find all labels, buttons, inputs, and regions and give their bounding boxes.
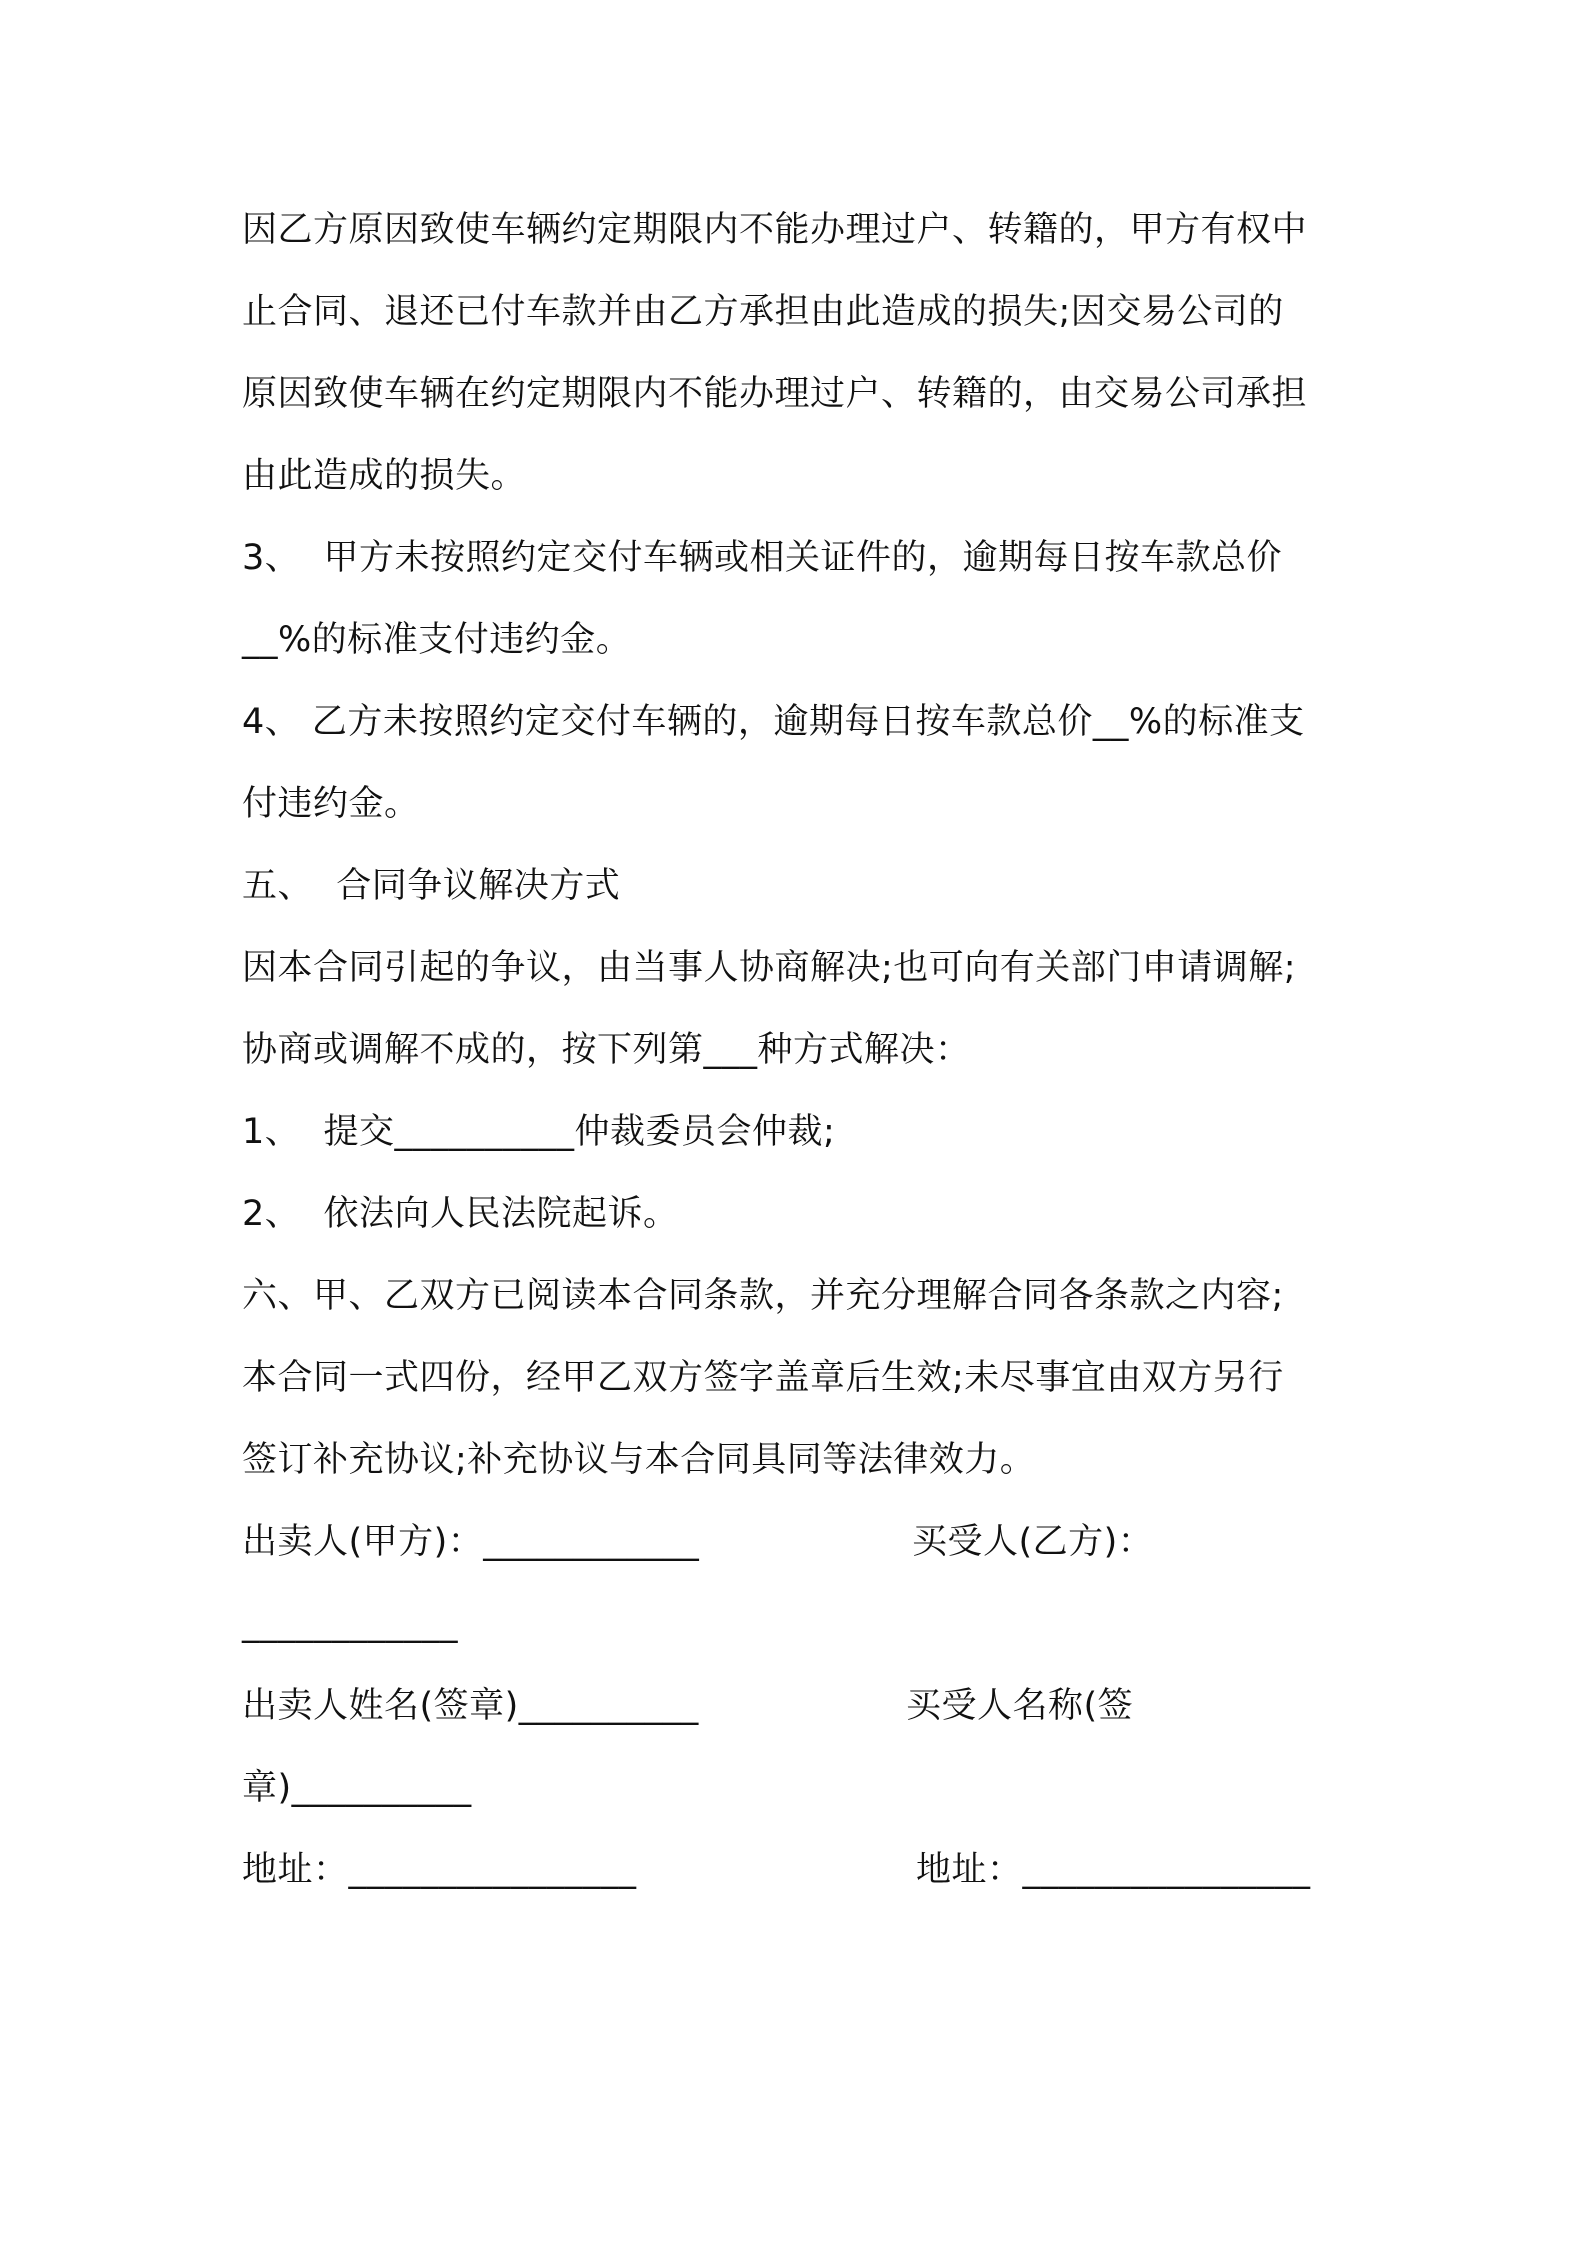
clause-3-line-2: __%的标准支付违约金。 <box>242 620 632 660</box>
seller-party-label: 出卖人(甲方)：____________ <box>242 1522 700 1562</box>
seller-address: 地址：________________ <box>242 1850 637 1890</box>
section-6-line-1: 六、甲、乙双方已阅读本合同条款，并充分理解合同各条款之内容; <box>242 1276 1284 1316</box>
clause-3-line-1: 3、 甲方未按照约定交付车辆或相关证件的，逾期每日按车款总价 <box>242 538 1283 578</box>
buyer-party-label: 买受人(乙方)： <box>912 1522 1154 1562</box>
buyer-name-signature-part-1: 买受人名称(签 <box>906 1686 1134 1726</box>
section-5-option-2: 2、 依法向人民法院起诉。 <box>242 1194 679 1234</box>
buyer-party-blank: ____________ <box>242 1604 458 1644</box>
seller-name-signature: 出卖人姓名(签章)__________ <box>242 1686 699 1726</box>
section-5-heading: 五、 合同争议解决方式 <box>242 866 621 906</box>
section-6-line-3: 签订补充协议;补充协议与本合同具同等法律效力。 <box>242 1440 1036 1480</box>
breach-paragraph-line-3: 原因致使车辆在约定期限内不能办理过户、转籍的，由交易公司承担 <box>242 374 1308 414</box>
section-5-option-1: 1、 提交__________仲裁委员会仲裁; <box>242 1112 836 1152</box>
buyer-name-signature-part-2: 章)__________ <box>242 1768 472 1808</box>
clause-4-line-1: 4、 乙方未按照约定交付车辆的，逾期每日按车款总价__%的标准支 <box>242 702 1305 742</box>
breach-paragraph-line-2: 止合同、退还已付车款并由乙方承担由此造成的损失;因交易公司的 <box>242 292 1284 332</box>
section-5-intro-line-2: 协商或调解不成的，按下列第___种方式解决： <box>242 1030 971 1070</box>
section-5-intro-line-1: 因本合同引起的争议，由当事人协商解决;也可向有关部门申请调解; <box>242 948 1297 988</box>
breach-paragraph-line-4: 由此造成的损失。 <box>242 456 527 496</box>
buyer-address: 地址：________________ <box>916 1850 1311 1890</box>
section-6-line-2: 本合同一式四份，经甲乙双方签字盖章后生效;未尽事宜由双方另行 <box>242 1358 1284 1398</box>
clause-4-line-2: 付违约金。 <box>242 784 420 824</box>
breach-paragraph-line-1: 因乙方原因致使车辆约定期限内不能办理过户、转籍的，甲方有权中 <box>242 210 1308 250</box>
